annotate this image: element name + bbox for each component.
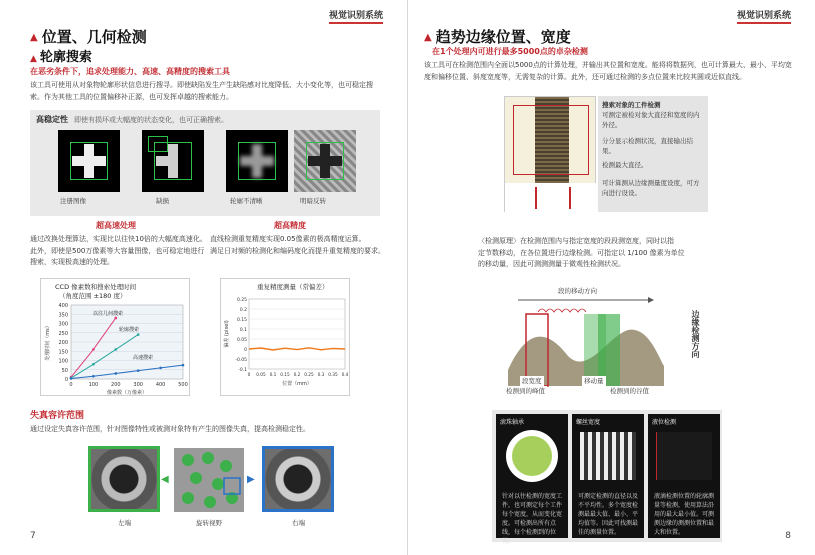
note-title: 搜索对象的工件检测 [602, 101, 661, 109]
y-tick-label: -0.1 [238, 368, 247, 373]
x-axis-label: 像素数（万像素） [106, 390, 148, 396]
band-title [36, 114, 228, 125]
section2-body: 通过设定失真容许范围，针对图像特性或被测对象特有产生的图像失真，提高检测稳定性。 [30, 425, 310, 433]
photo-caption: 左端 [118, 519, 131, 527]
section-heading-distortion: 失真容许范围 [30, 411, 85, 421]
col1-heading: 超高速处理 [96, 221, 136, 230]
diagram-label: 移动量 [584, 377, 604, 385]
diagram-label: 段宽度 [522, 377, 542, 385]
example-text: 液滴检测位置的轮廓测量等检测，使用算法沿用的最大最小值。可测测边缘的测测位置和最大和位置。 [654, 493, 715, 536]
data-point [159, 367, 162, 370]
principle-line [478, 236, 798, 248]
y-axis-label: 处理时间（ms） [45, 323, 51, 361]
y-tick-label: 0.15 [236, 318, 247, 323]
y-tick-label: 300 [58, 321, 68, 328]
diagram-label: 检测到的谷值 [610, 387, 649, 395]
right-page [408, 0, 815, 555]
thumb-caption: 明暗反转 [300, 197, 326, 205]
x-tick-label: 0 [69, 382, 73, 388]
marker-line [535, 187, 537, 209]
detect-range-box [513, 105, 589, 175]
body-line: 通过改换处理算法，实现比以往快10倍的大幅度高速化。 [30, 235, 207, 243]
diagram-side-label: 边缘检测方向 [691, 310, 700, 358]
photo-caption: 旋转视野 [196, 519, 222, 527]
thumb-damaged [142, 130, 204, 192]
y-tick-label: 0.1 [239, 328, 247, 333]
thumb-caption: 缺损 [156, 197, 169, 205]
brand-mark: 视觉识别系统 [329, 8, 383, 24]
section-heading-contour [30, 46, 92, 65]
legend-label: 轮廓搜索 [119, 327, 140, 333]
x-tick-label: 0.15 [280, 373, 290, 378]
example-thread [572, 414, 644, 538]
x-tick-label: 400 [155, 382, 166, 388]
data-point [92, 363, 95, 366]
data-point [182, 364, 185, 367]
brand-mark: 视觉识别系统 [737, 8, 791, 24]
note-text: 分分显示检测状况，直接输出结果。 [602, 137, 693, 155]
y-tick-label: 0 [64, 377, 68, 383]
y-tick-label: 350 [58, 312, 68, 319]
page-number: 8 [785, 531, 791, 541]
note-text: 可计算测从边缘测量度设度，可方向进行设设。 [602, 179, 700, 197]
body-line: 满足日对频的检测化和编码度化而提升重复精度的要求。 [210, 246, 385, 255]
col2-body [210, 234, 390, 257]
page-number: 7 [30, 531, 36, 541]
triangle-icon: ▲ [424, 32, 432, 43]
example-title: 螺丝宽度 [576, 419, 601, 426]
x-tick-label: 100 [88, 382, 99, 388]
y-tick-label: 0.2 [239, 308, 247, 313]
nut-photo-left [88, 446, 160, 512]
level-image [656, 432, 712, 480]
body-line: 度和偏移位置、斜度宽度等，无需复杂的计算。此外，还可通过检测的多点位置来比较其圆或近似直线。 [424, 72, 746, 81]
x-tick-label: 500 [178, 382, 188, 388]
detect-box [70, 142, 108, 180]
y-tick-label: 0.05 [236, 338, 247, 343]
notes-panel [598, 96, 708, 212]
note-text: 检测最大直径。 [602, 161, 648, 169]
diagram-label: 检测到的峰值 [506, 387, 545, 395]
y-tick-label: 0.25 [236, 298, 247, 303]
y-tick-label: -0.05 [235, 358, 247, 363]
chart-processing-time [40, 278, 190, 396]
data-point [115, 372, 118, 375]
thumb-caption: 注册图像 [60, 197, 86, 205]
body-line: 该工具可使用从对象物轮廓形状信息进行搜寻。即使缺陷发生产生缺陷感对比度降低、大小变化等，也可稳定搜 [30, 81, 373, 89]
y-tick-label: 400 [58, 303, 68, 309]
x-tick-label: 0.3 [317, 373, 325, 378]
example-title: 液位检测 [652, 419, 677, 426]
x-axis-label: 位置（mm） [282, 381, 312, 387]
example-title: 滚珠轴承 [500, 419, 525, 426]
note-text: 可测定被检对象大直径和宽度的内外径。 [602, 111, 700, 129]
arrow-left-icon: ◀ [161, 474, 169, 485]
body-line: 此外，即使是500万像素等大容量图像，也可稳定地进行 [30, 246, 205, 255]
x-tick-label: 0.2 [293, 373, 301, 378]
body-line: 搜索，实现极高速的处理。 [30, 258, 114, 266]
example-text: 可测定检测的直径以及不平均性。多个宽度检测最最大值、最小、平均值等。因此可找测最佳的测量位置。 [578, 493, 639, 536]
principle-diagram [498, 286, 668, 396]
y-tick-label: 200 [58, 340, 68, 346]
example-level [648, 414, 720, 538]
edge-trend-image [504, 96, 596, 212]
detect-box [148, 136, 168, 152]
page-title-text: 趋势边缘位置、宽度 [435, 28, 571, 46]
x-tick-label: 0 [247, 373, 251, 378]
right-subheading: 在1个处理内可进行最多5000点的卓杂检测 [432, 47, 588, 56]
triangle-icon: ▲ [30, 32, 38, 43]
x-tick-label: 0.25 [304, 373, 314, 378]
data-point [92, 375, 95, 378]
data-point [137, 333, 140, 336]
thread-image [580, 432, 636, 480]
legend-label: 以往几何搜索 [93, 311, 124, 317]
x-tick-label: 0.4 [341, 373, 349, 378]
bearing-center [512, 436, 552, 476]
photo-caption: 右端 [292, 519, 305, 527]
multi-nut-photo [174, 448, 244, 512]
y-axis-label: 偏差 (pixel) [224, 320, 230, 348]
chart-svg [221, 293, 351, 397]
y-tick-label: 250 [58, 330, 68, 337]
principle-line: 的移动量，因此可测测测量于微观性检测状况。 [478, 260, 625, 268]
section-heading-text: 轮廓搜索 [39, 50, 92, 65]
chart-svg [41, 301, 191, 397]
data-point [115, 317, 118, 320]
x-tick-label: 300 [133, 382, 143, 388]
page-title-left [30, 26, 147, 47]
multi-nut-svg [174, 448, 244, 512]
left-page [0, 0, 407, 555]
body-line: 直线检测重复精度实现0.05像素的极高精度运算。 [210, 235, 366, 243]
arrow-right-icon: ▶ [247, 474, 255, 485]
data-point [115, 348, 118, 351]
body-line: 索。作为其他工具的位置偏移补正源，也可发挥卓越的搜索能力。 [30, 92, 233, 101]
principle-label: 〈检测原理〉 [478, 237, 520, 245]
section-body [30, 80, 390, 103]
principle-line: 定节数移动，在各位置进行边缘检测。可指定以 1/100 像素为单位 [478, 248, 685, 257]
chart-repeatability [220, 278, 350, 396]
section-subheading: 在恶劣条件下，追求处理能力、高速、高精度的搜索工具 [30, 67, 230, 76]
profile-area [505, 183, 597, 213]
right-body [424, 60, 800, 83]
x-tick-label: 0.35 [328, 373, 338, 378]
body-line: 该工具可在检测范围内全面以5000点的计算处理，并输出其位置和宽度。能将将数据列，也可计算最大、最小、平均宽 [424, 61, 792, 69]
examples-panel [492, 410, 722, 545]
example-bearing [496, 414, 568, 545]
data-point [137, 369, 140, 372]
principle-line-text: 在检测范围内与指定宽度的段段测宽度，同时以指 [520, 237, 674, 245]
chart-title: 重复精度测量（常偏差） [257, 283, 329, 291]
y-tick-label: 150 [58, 349, 68, 356]
triangle-icon: ▲ [30, 54, 37, 64]
thumb-registered [58, 130, 120, 192]
thumb-caption: 轮廓不清晰 [230, 197, 263, 205]
marker-line [569, 187, 571, 209]
detect-box [238, 142, 276, 180]
x-tick-label: 0.05 [256, 373, 266, 378]
y-tick-label: 50 [61, 367, 68, 374]
nut-photo-right [262, 446, 334, 512]
chart-subtitle: （角度范围 ±180 度） [59, 292, 127, 300]
data-point [92, 348, 95, 351]
y-tick-label: 0 [244, 348, 247, 353]
thumb-inverted [294, 130, 356, 192]
principle-text [478, 236, 798, 271]
page-title-text: 位置、几何检测 [41, 28, 147, 46]
example-text: 针对以往检测的宽度工件，也可测定每个工件每个宽度，从而变化宽度。可检测出所有点线，每个检测到的位置。 [502, 493, 563, 545]
chart-title: CCD 像素数和搜索处理时间 [55, 283, 137, 291]
col1-body [30, 234, 208, 269]
legend-label: 高速搜索 [133, 355, 154, 361]
detect-box [306, 142, 344, 180]
band-description: 即使有损坏或大幅度的状态变化，也可正确搜索。 [74, 116, 228, 124]
thumb-blurred [226, 130, 288, 192]
x-tick-label: 0.1 [269, 373, 277, 378]
col2-heading: 超高精度 [274, 221, 306, 230]
page-title-right [424, 26, 571, 47]
diagram-top-label: 段的移动方向 [558, 287, 597, 295]
band-title-label: 高稳定性 [36, 115, 68, 124]
stability-band [30, 110, 380, 216]
x-tick-label: 200 [111, 382, 121, 388]
plot-area [249, 299, 345, 369]
y-tick-label: 100 [58, 358, 68, 365]
data-point [70, 377, 73, 380]
